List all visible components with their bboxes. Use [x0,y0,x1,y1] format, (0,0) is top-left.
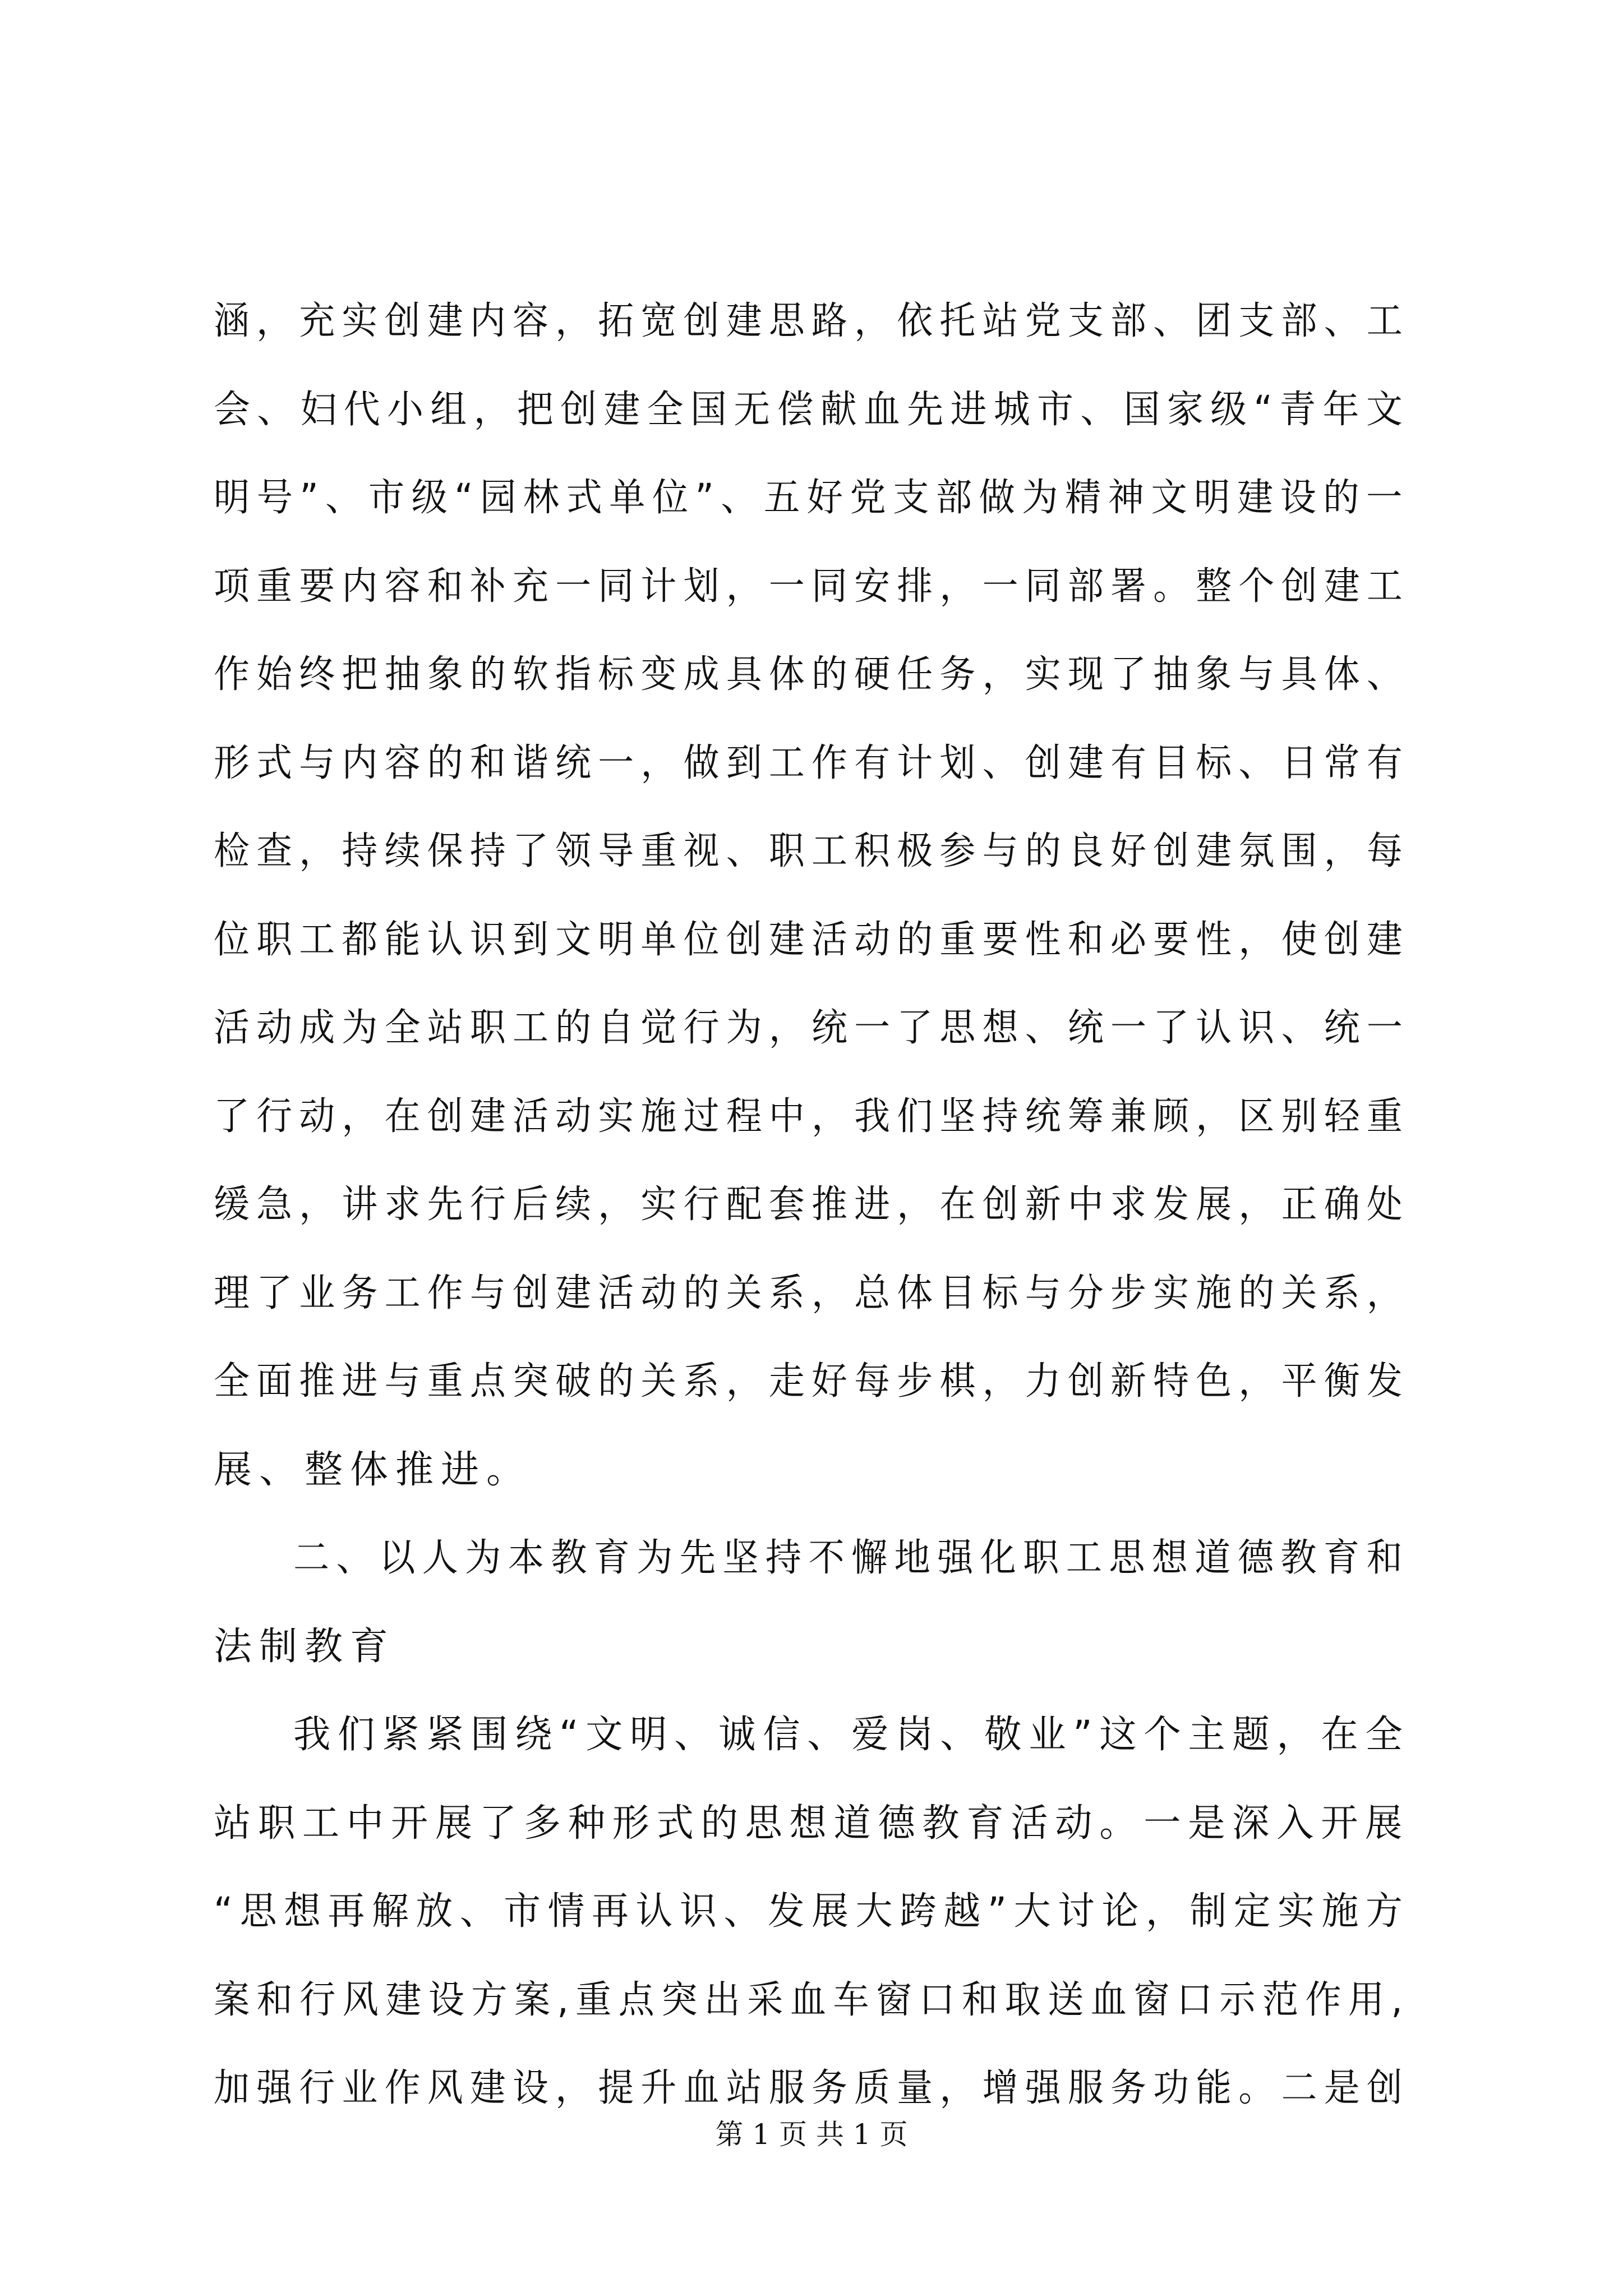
text-line: 缓急，讲求先行后续，实行配套推进，在创新中求发展，正确处 [214,1182,1410,1227]
text-line: 站职工中开展了多种形式的思想道德教育活动。一是深入开展 [214,1801,1410,1846]
section-heading-cont: 法制教育 [214,1625,396,1669]
text-line: 位职工都能认识到文明单位创建活动的重要性和必要性，使创建 [214,918,1410,962]
text-line: 理了业务工作与创建活动的关系，总体目标与分步实施的关系， [214,1271,1410,1315]
text-line: 形式与内容的和谐统一，做到工作有计划、创建有目标、日常有 [214,741,1410,785]
section-heading: 二、以人为本教育为先坚持不懈地强化职工思想道德教育和 [293,1536,1410,1580]
text-line: 全面推进与重点突破的关系，走好每步棋，力创新特色，平衡发 [214,1359,1410,1404]
text-line: 活动成为全站职工的自觉行为，统一了思想、统一了认识、统一 [214,1006,1410,1050]
text-line: 展、整体推进。 [214,1448,532,1492]
text-line: 涵，充实创建内容，拓宽创建思路，依托站党支部、团支部、工 [214,299,1410,343]
text-line: 会、妇代小组，把创建全国无偿献血先进城市、国家级“青年文 [214,388,1410,432]
text-line: 我们紧紧围绕“文明、诚信、爱岗、敬业”这个主题，在全 [293,1713,1410,1757]
text-line: 了行动，在创建活动实施过程中，我们坚持统筹兼顾，区别轻重 [214,1094,1410,1139]
text-line: 案和行风建设方案,重点突出采血车窗口和取送血窗口示范作用, [214,1978,1410,2022]
text-line: 加强行业作风建设，提升血站服务质量，增强服务功能。二是创 [214,2066,1410,2110]
text-line: 项重要内容和补充一同计划，一同安排，一同部署。整个创建工 [214,564,1410,609]
text-line: “思想再解放、市情再认识、发展大跨越”大讨论，制定实施方 [214,1889,1410,1934]
text-line: 检查，持续保持了领导重视、职工积极参与的良好创建氛围，每 [214,829,1410,873]
page-number-footer: 第 1 页 共 1 页 [715,2118,908,2151]
text-line: 明号”、市级“园林式单位”、五好党支部做为精神文明建设的一 [214,476,1409,520]
text-line: 作始终把抽象的软指标变成具体的硬任务，实现了抽象与具体、 [214,652,1410,697]
